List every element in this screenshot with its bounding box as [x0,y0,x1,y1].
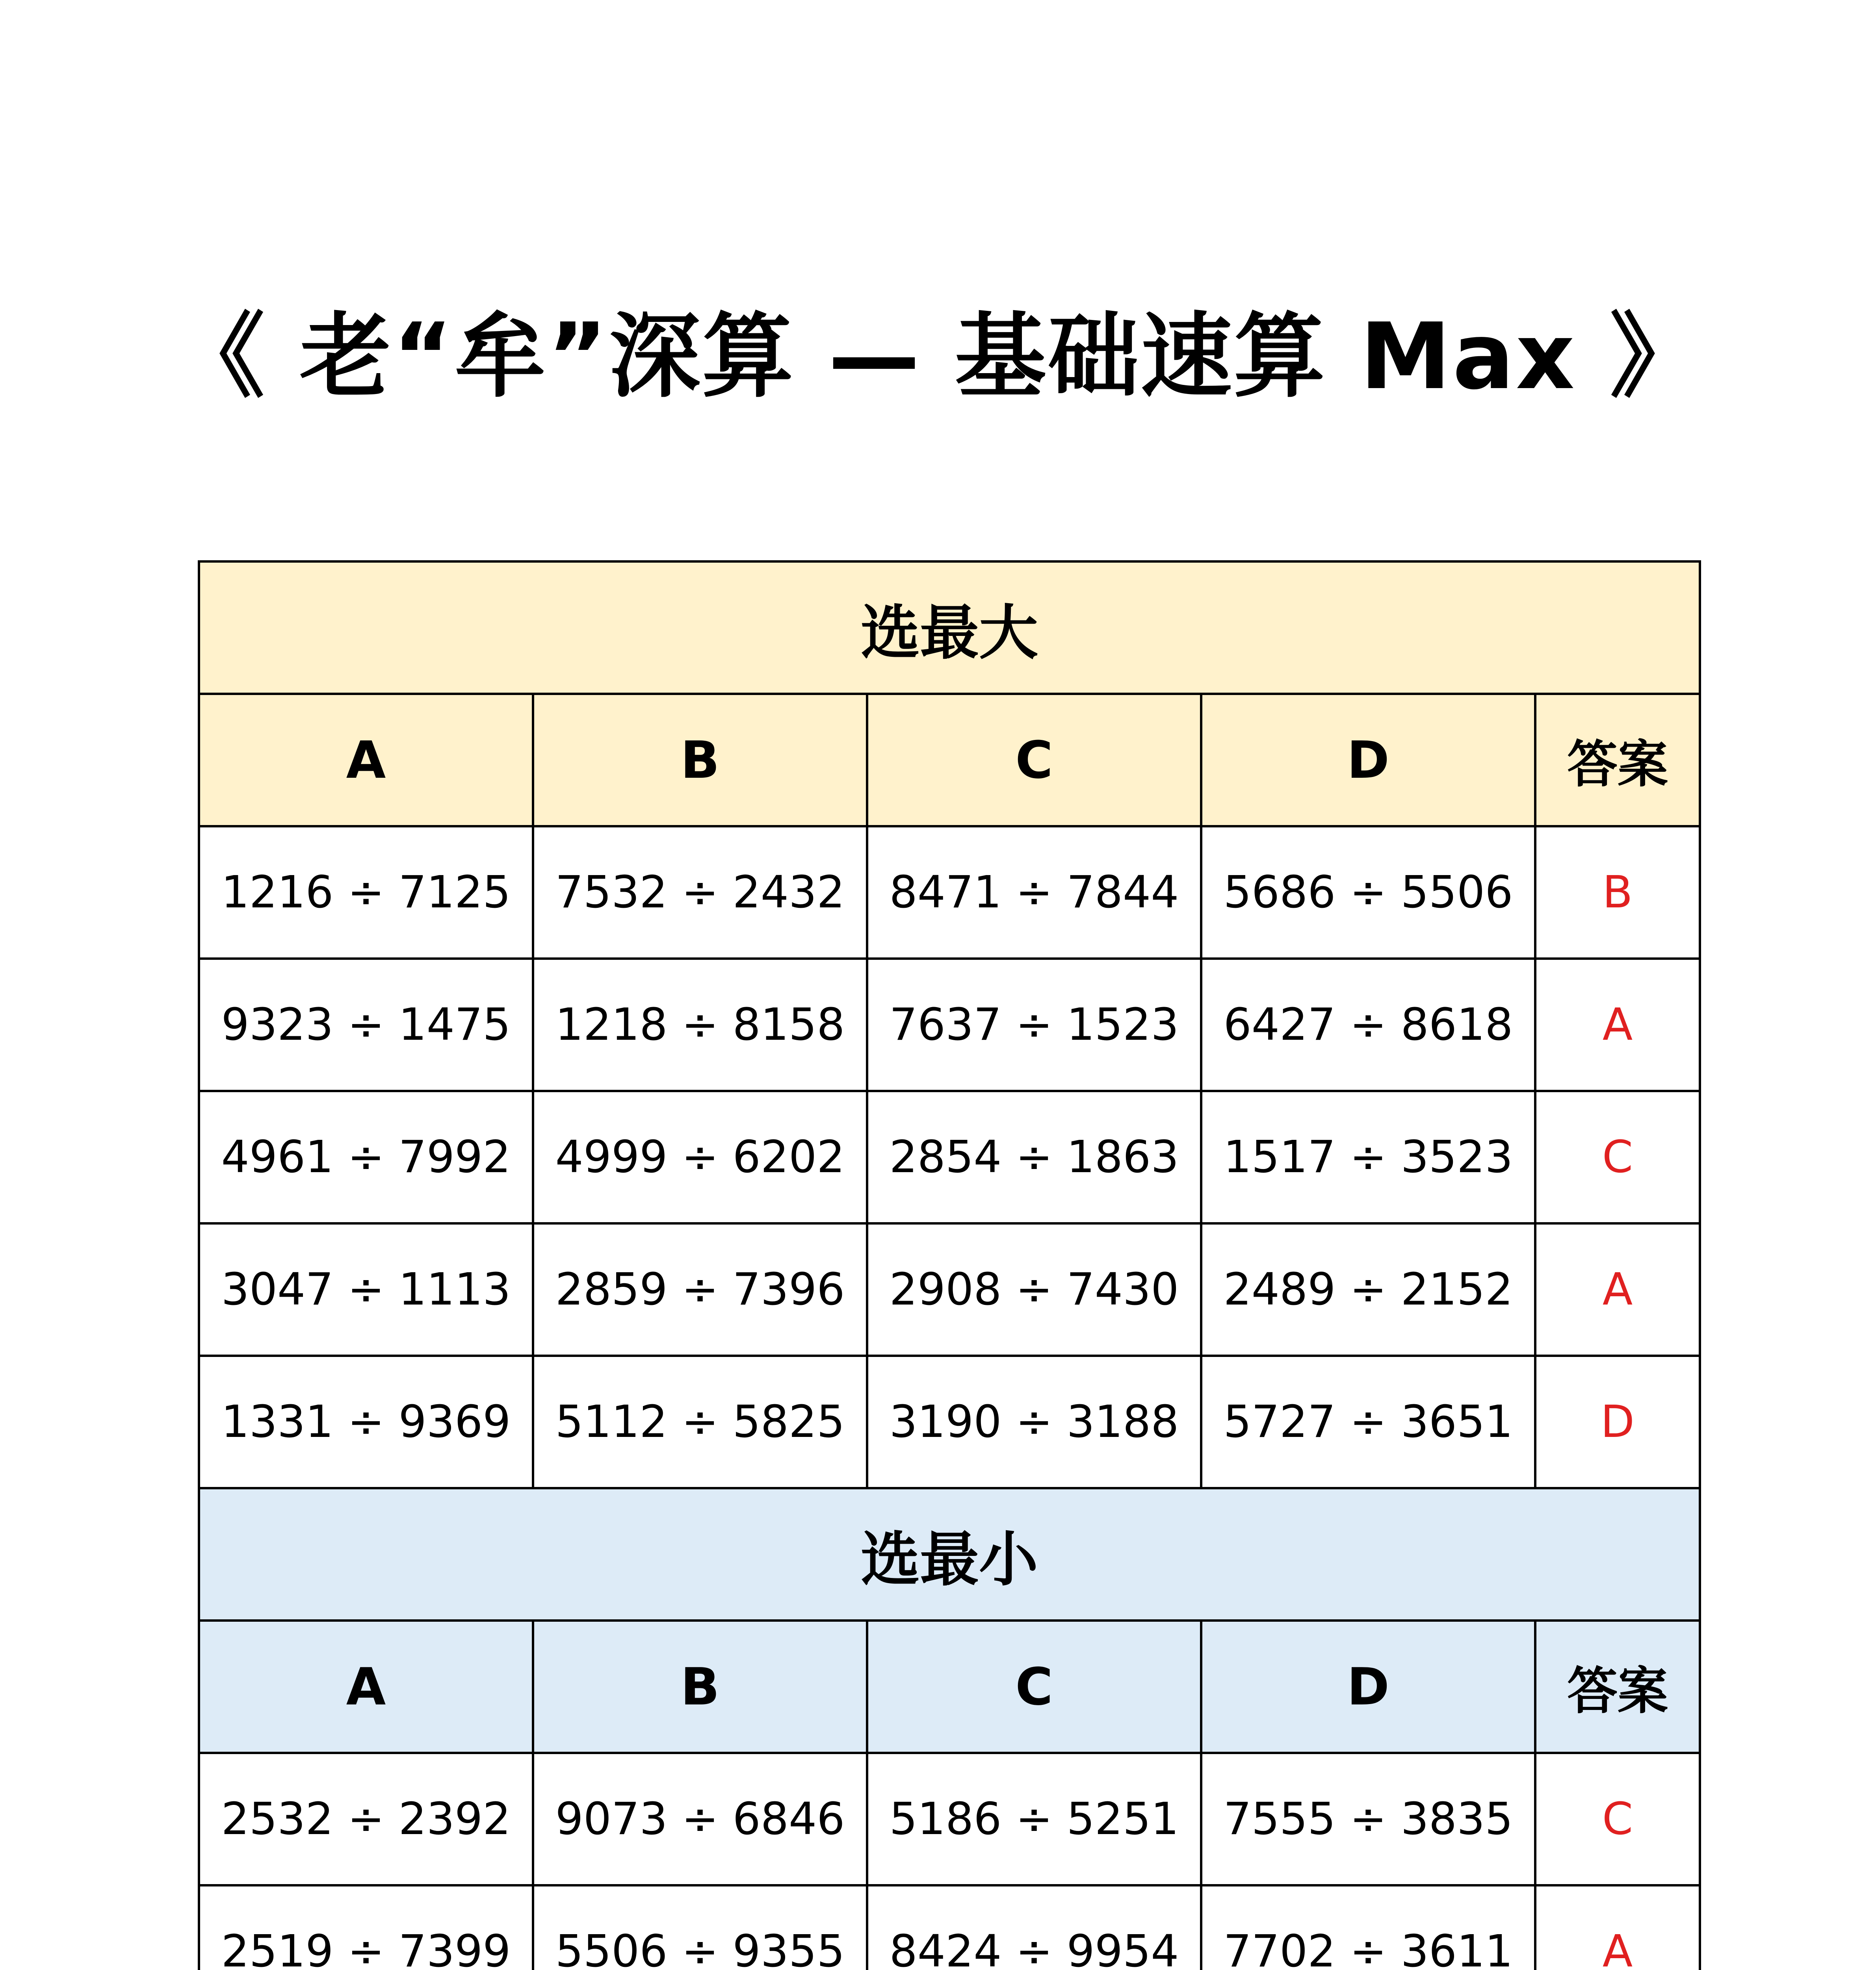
expression-cell: 4999 ÷ 6202 [533,1091,867,1223]
expression-cell: 9073 ÷ 6846 [533,1753,867,1885]
expression-cell: 3047 ÷ 1113 [199,1223,533,1356]
page-title: 《 老“牟”深算 — 基础速算 Max 》 [173,303,1703,410]
expression-cell: 5686 ÷ 5506 [1201,826,1535,959]
table-row [199,1753,1700,1885]
expression-cell: 2908 ÷ 7430 [867,1223,1201,1356]
expression-cell: 7555 ÷ 3835 [1201,1753,1535,1885]
expression-cell: 5506 ÷ 9355 [533,1885,867,1970]
column-header-answer: 答案 [1535,694,1700,826]
quiz-table [198,560,1701,1970]
column-header-d: D [1201,694,1535,826]
answer-cell: D [1535,1356,1700,1488]
answer-cell: C [1535,1753,1700,1885]
column-header-answer: 答案 [1535,1621,1700,1753]
expression-cell: 1517 ÷ 3523 [1201,1091,1535,1223]
column-header-a: A [199,1621,533,1753]
answer-cell: A [1535,1223,1700,1356]
table-row [199,1223,1700,1356]
expression-cell: 1218 ÷ 8158 [533,959,867,1091]
table-row [199,1091,1700,1223]
expression-cell: 2519 ÷ 7399 [199,1885,533,1970]
table-row [199,1885,1700,1970]
expression-cell: 5186 ÷ 5251 [867,1753,1201,1885]
expression-cell: 2859 ÷ 7396 [533,1223,867,1356]
expression-cell: 6427 ÷ 8618 [1201,959,1535,1091]
column-header-d: D [1201,1621,1535,1753]
expression-cell: 9323 ÷ 1475 [199,959,533,1091]
expression-cell: 4961 ÷ 7992 [199,1091,533,1223]
section-row-max [199,561,1700,694]
column-header-c: C [867,1621,1201,1753]
expression-cell: 1216 ÷ 7125 [199,826,533,959]
table-row [199,1356,1700,1488]
answer-cell: A [1535,959,1700,1091]
expression-cell: 2489 ÷ 2152 [1201,1223,1535,1356]
expression-cell: 8424 ÷ 9954 [867,1885,1201,1970]
section-title-min: 选最小 [199,1488,1700,1621]
column-header-c: C [867,694,1201,826]
expression-cell: 2532 ÷ 2392 [199,1753,533,1885]
expression-cell: 7637 ÷ 1523 [867,959,1201,1091]
expression-cell: 3190 ÷ 3188 [867,1356,1201,1488]
column-header-b: B [533,694,867,826]
column-header-row-min [199,1621,1700,1753]
column-header-row-max [199,694,1700,826]
answer-cell: C [1535,1091,1700,1223]
answer-cell: A [1535,1885,1700,1970]
table-row [199,959,1700,1091]
section-title-max: 选最大 [199,561,1700,694]
expression-cell: 5112 ÷ 5825 [533,1356,867,1488]
expression-cell: 7532 ÷ 2432 [533,826,867,959]
table-row [199,826,1700,959]
expression-cell: 2854 ÷ 1863 [867,1091,1201,1223]
expression-cell: 5727 ÷ 3651 [1201,1356,1535,1488]
expression-cell: 7702 ÷ 3611 [1201,1885,1535,1970]
expression-cell: 8471 ÷ 7844 [867,826,1201,959]
column-header-a: A [199,694,533,826]
answer-cell: B [1535,826,1700,959]
section-row-min [199,1488,1700,1621]
expression-cell: 1331 ÷ 9369 [199,1356,533,1488]
column-header-b: B [533,1621,867,1753]
